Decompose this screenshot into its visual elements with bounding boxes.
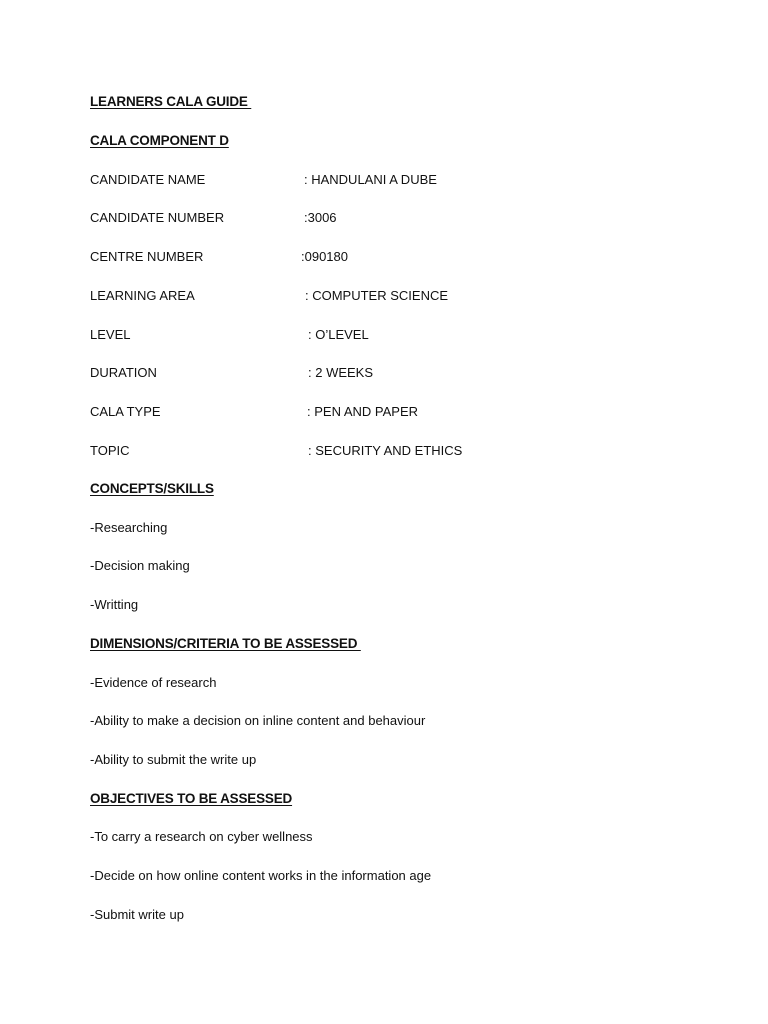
field-label: CANDIDATE NAME (90, 172, 206, 187)
list-item: -Evidence of research (90, 675, 217, 690)
objectives-heading: OBJECTIVES TO BE ASSESSED (90, 791, 293, 806)
field-label: CALA TYPE (90, 404, 161, 419)
document-title: LEARNERS CALA GUIDE (90, 94, 252, 109)
concepts-heading: CONCEPTS/SKILLS (90, 481, 214, 496)
field-value: : O’LEVEL (308, 327, 369, 342)
list-item: -To carry a research on cyber wellness (90, 829, 313, 844)
field-label: DURATION (90, 365, 157, 380)
field-label: LEARNING AREA (90, 288, 195, 303)
field-value: : SECURITY AND ETHICS (308, 443, 463, 458)
list-item: -Ability to make a decision on inline content and behaviour (90, 713, 426, 728)
list-item: -Writting (90, 597, 139, 612)
field-value: :3006 (304, 210, 337, 225)
dimensions-heading: DIMENSIONS/CRITERIA TO BE ASSESSED (90, 636, 361, 651)
field-value: : COMPUTER SCIENCE (305, 288, 449, 303)
field-label: TOPIC (90, 443, 130, 458)
field-value: : 2 WEEKS (308, 365, 374, 380)
list-item: -Decide on how online content works in the information age (90, 868, 432, 883)
field-value: :090180 (301, 249, 348, 264)
list-item: -Ability to submit the write up (90, 752, 257, 767)
field-label: LEVEL (90, 327, 131, 342)
list-item: -Decision making (90, 558, 190, 573)
field-label: CANDIDATE NUMBER (90, 210, 225, 225)
component-heading: CALA COMPONENT D (90, 133, 229, 148)
field-value: : HANDULANI A DUBE (304, 172, 437, 187)
field-value: : PEN AND PAPER (307, 404, 419, 419)
list-item: -Researching (90, 520, 168, 535)
field-label: CENTRE NUMBER (90, 249, 204, 264)
list-item: -Submit write up (90, 907, 184, 922)
